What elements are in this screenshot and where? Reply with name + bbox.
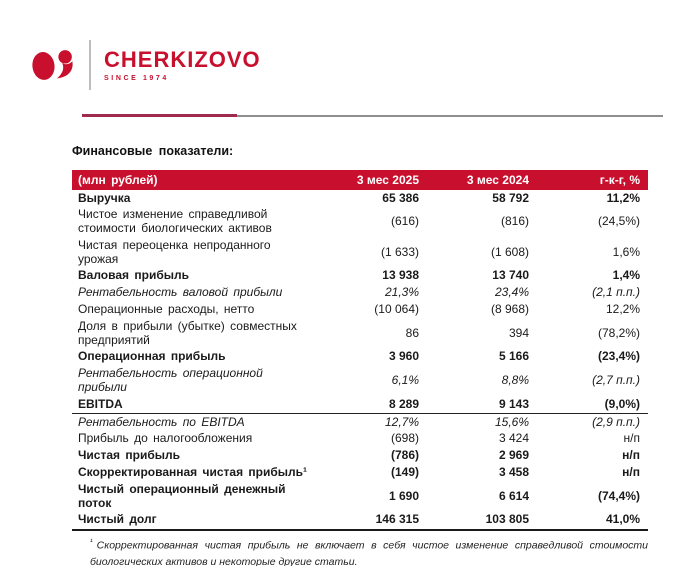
row-label: Доля в прибыли (убытке) совместных предприятий bbox=[78, 318, 297, 347]
brand-block bbox=[104, 46, 261, 82]
table-row bbox=[72, 366, 648, 397]
footnote-text: Скорректированная чистая прибыль не включает в себя чистое изменение справедливой стоимости биологических активов и некоторые другие статьи. bbox=[90, 539, 648, 566]
row-label: Скорректированная чистая прибыль¹ bbox=[78, 465, 308, 480]
table-row bbox=[72, 481, 648, 512]
row-label: Операционная прибыль bbox=[78, 349, 226, 364]
row-value-3m2024: (1 608) bbox=[490, 244, 529, 259]
row-label: Рентабельность операционной прибыли bbox=[78, 366, 263, 395]
row-value-3m2024: 9 143 bbox=[423, 396, 533, 413]
row-value-3m2024: 8,8% bbox=[501, 373, 529, 388]
table-header-row bbox=[72, 170, 648, 190]
row-value-3m2025: 21,3% bbox=[384, 285, 419, 300]
row-value-3m2025: 1 690 bbox=[388, 488, 419, 503]
table-row bbox=[72, 448, 648, 465]
footnote-marker: ¹ bbox=[90, 536, 93, 546]
content bbox=[72, 144, 648, 566]
row-label: Валовая прибыль bbox=[78, 268, 189, 283]
row-value-yoy: 41,0% bbox=[605, 512, 640, 527]
header-rule bbox=[82, 114, 663, 117]
row-value-yoy: н/п bbox=[623, 431, 640, 446]
row-value-3m2025: 12,7% bbox=[384, 414, 419, 429]
table-row bbox=[72, 414, 648, 431]
table-row bbox=[72, 237, 648, 268]
row-value-3m2025: 65 386 bbox=[382, 190, 419, 205]
table-row bbox=[72, 318, 648, 349]
row-value-yoy: (23,4%) bbox=[597, 349, 640, 364]
table-row bbox=[72, 285, 648, 302]
row-value-3m2025: (149) bbox=[390, 465, 419, 480]
footnote bbox=[90, 536, 648, 566]
row-value-3m2024: 13 740 bbox=[492, 268, 529, 283]
row-label: Чистое изменение справедливой стоимости биологических активов bbox=[78, 207, 272, 236]
row-value-3m2024: 3 458 bbox=[498, 465, 529, 480]
row-value-3m2025: 8 289 bbox=[308, 396, 423, 413]
row-label: EBITDA bbox=[72, 396, 308, 413]
table-row bbox=[72, 465, 648, 482]
row-value-3m2024: (816) bbox=[500, 214, 529, 229]
row-label: Прибыль до налогообложения bbox=[78, 431, 253, 446]
row-value-3m2024: 15,6% bbox=[494, 414, 529, 429]
row-value-yoy: н/п bbox=[622, 448, 640, 463]
row-label: Рентабельность валовой прибыли bbox=[78, 285, 283, 300]
row-value-yoy: (9,0%) bbox=[533, 396, 648, 413]
row-label: Чистая прибыль bbox=[78, 448, 180, 463]
table-row bbox=[72, 512, 648, 530]
row-value-3m2024: (8 968) bbox=[490, 302, 529, 317]
row-label: Операционные расходы, нетто bbox=[78, 302, 255, 317]
row-value-3m2024: 5 166 bbox=[498, 349, 529, 364]
table-row bbox=[72, 302, 648, 319]
row-value-3m2025: 13 938 bbox=[382, 268, 419, 283]
row-value-3m2024: 103 805 bbox=[485, 512, 529, 527]
row-value-yoy: н/п bbox=[622, 465, 640, 480]
brand-name: CHERKIZOVO bbox=[104, 46, 261, 72]
table-row bbox=[72, 268, 648, 285]
table-row bbox=[72, 190, 648, 207]
cherkizovo-logo-icon bbox=[30, 41, 80, 89]
row-value-yoy: (2,7 п.п.) bbox=[592, 373, 640, 388]
row-value-3m2025: 3 960 bbox=[388, 349, 419, 364]
row-value-3m2024: 6 614 bbox=[498, 488, 529, 503]
column-header-units: (млн рублей) bbox=[72, 170, 308, 190]
table-row bbox=[72, 349, 648, 366]
row-value-yoy: (24,5%) bbox=[597, 214, 640, 229]
table-header bbox=[72, 170, 648, 190]
row-value-yoy: 11,2% bbox=[606, 190, 640, 205]
row-label: Чистый долг bbox=[78, 512, 157, 527]
table-row bbox=[72, 396, 648, 413]
row-value-3m2025: 6,1% bbox=[391, 373, 419, 388]
row-label: Выручка bbox=[78, 190, 131, 205]
row-value-yoy: (2,9 п.п.) bbox=[592, 414, 640, 429]
row-value-3m2025: 86 bbox=[405, 325, 419, 340]
header-rule-gray-segment bbox=[237, 115, 663, 117]
row-value-3m2025: 146 315 bbox=[375, 512, 419, 527]
row-value-yoy: 12,2% bbox=[605, 302, 640, 317]
row-value-3m2025: (698) bbox=[390, 431, 419, 446]
row-value-yoy: (2,1 п.п.) bbox=[592, 285, 640, 300]
brand-tagline: SINCE 1974 bbox=[104, 74, 169, 82]
table-row bbox=[72, 207, 648, 238]
column-header-yoy: г-к-г, % bbox=[533, 170, 648, 190]
row-label: Рентабельность по EBITDA bbox=[78, 414, 245, 429]
header-rule-red-segment bbox=[82, 114, 237, 117]
logo-divider bbox=[89, 40, 91, 90]
row-value-3m2024: 23,4% bbox=[494, 285, 529, 300]
logo bbox=[30, 40, 261, 90]
row-value-yoy: (74,4%) bbox=[597, 488, 640, 503]
column-header-3m2024: 3 мес 2024 bbox=[423, 170, 533, 190]
row-value-yoy: 1,4% bbox=[612, 268, 640, 283]
row-value-3m2024: 58 792 bbox=[492, 190, 529, 205]
table-row bbox=[72, 431, 648, 448]
row-value-yoy: (78,2%) bbox=[597, 325, 640, 340]
table-body bbox=[72, 190, 648, 530]
row-value-3m2025: (616) bbox=[390, 214, 419, 229]
financial-indicators-table bbox=[72, 170, 648, 531]
row-label: Чистый операционный денежный поток bbox=[78, 481, 286, 510]
row-label: Чистая переоценка непроданного урожая bbox=[78, 237, 271, 266]
row-value-3m2024: 3 424 bbox=[498, 431, 529, 446]
row-value-3m2025: (10 064) bbox=[374, 302, 419, 317]
section-title: Финансовые показатели: bbox=[72, 144, 234, 158]
row-value-3m2024: 394 bbox=[508, 325, 529, 340]
row-value-yoy: 1,6% bbox=[612, 244, 640, 259]
column-header-3m2025: 3 мес 2025 bbox=[308, 170, 423, 190]
row-value-3m2024: 2 969 bbox=[498, 448, 529, 463]
row-value-3m2025: (1 633) bbox=[380, 244, 419, 259]
row-value-3m2025: (786) bbox=[390, 448, 419, 463]
